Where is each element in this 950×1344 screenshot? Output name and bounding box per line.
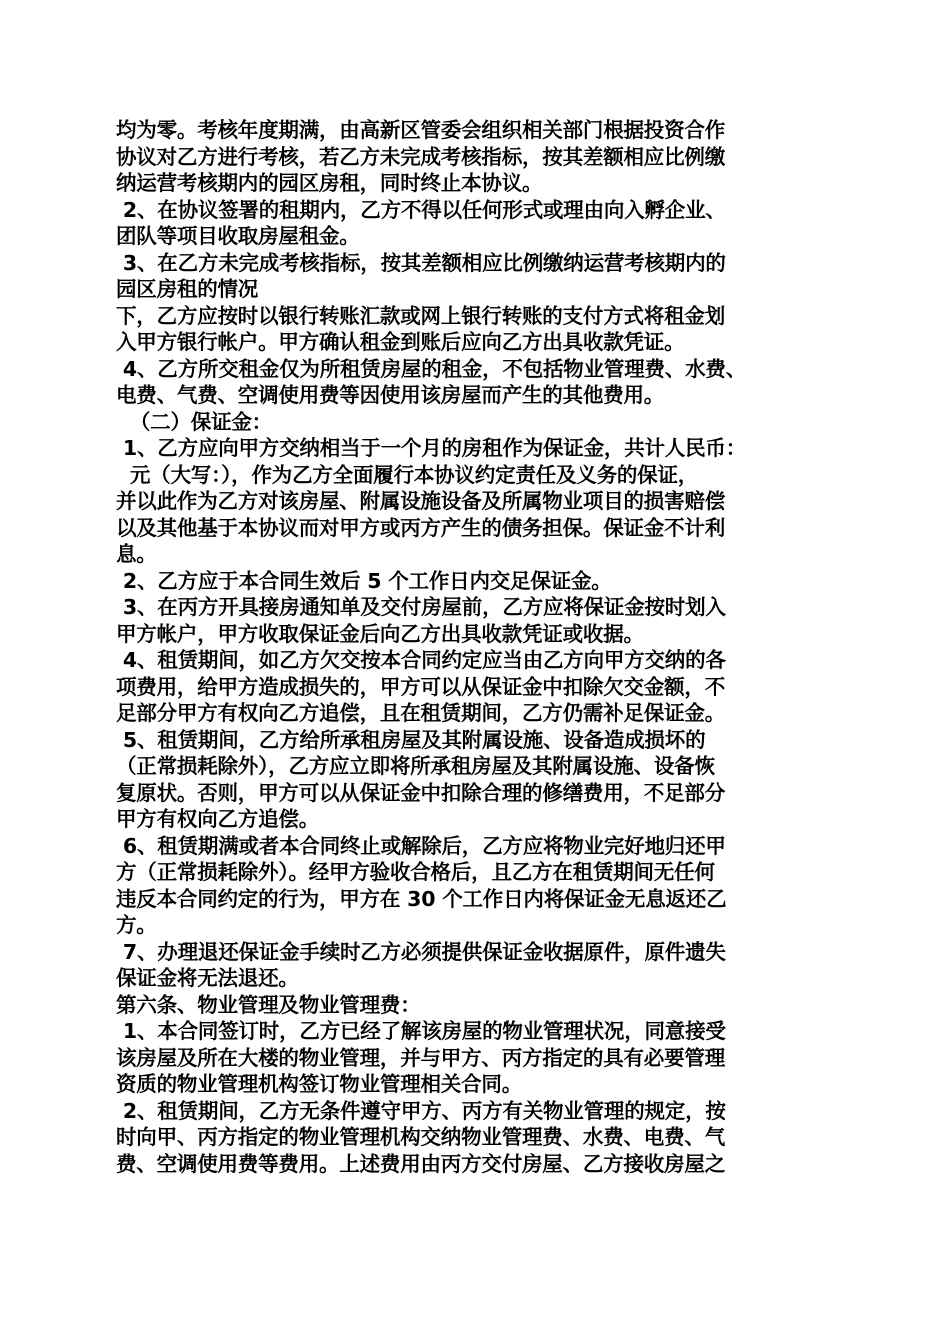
text-line: 甲方有权向乙方追偿。 xyxy=(116,807,319,831)
text-line: 园区房租的情况 xyxy=(116,277,259,301)
text-line: 时向甲、丙方指定的物业管理机构交纳物业管理费、水费、电费、气 xyxy=(116,1125,725,1149)
text-line: 3、在乙方未完成考核指标，按其差额相应比例缴纳运营考核期内的 xyxy=(116,250,726,275)
text-line: 电费、气费、空调使用费等因使用该房屋而产生的其他费用。 xyxy=(116,383,665,407)
text-line: 下，乙方应按时以银行转账汇款或网上银行转账的支付方式将租金划 xyxy=(116,303,725,328)
text-line: 并以此作为乙方对该房屋、附属设施设备及所属物业项目的损害赔偿 xyxy=(116,489,725,513)
text-line: 元（大写：），作为乙方全面履行本协议约定责任及义务的保证， xyxy=(116,462,699,487)
text-line: 4、租赁期间，如乙方欠交按本合同约定应当由乙方向甲方交纳的各 xyxy=(116,648,726,672)
text-line: 资质的物业管理机构签订物业管理相关合同。 xyxy=(116,1072,522,1096)
section-heading: 第六条、物业管理及物业管理费： xyxy=(116,992,421,1017)
text-line: 项费用，给甲方造成损失的，甲方可以从保证金中扣除欠交金额，不 xyxy=(116,674,725,699)
text-line: 入甲方银行帐户。甲方确认租金到账后应向乙方出具收款凭证。 xyxy=(116,330,685,354)
text-line: 1、本合同签订时，乙方已经了解该房屋的物业管理状况，同意接受 xyxy=(116,1019,726,1043)
text-line: 1、乙方应向甲方交纳相当于一个月的房租作为保证金，共计人民币： xyxy=(116,436,746,460)
document-page xyxy=(116,117,846,1177)
text-line: 甲方帐户，甲方收取保证金后向乙方出具收款凭证或收据。 xyxy=(116,621,644,646)
text-line: 协议对乙方进行考核，若乙方未完成考核指标，按其差额相应比例缴 xyxy=(116,144,725,169)
text-line: 复原状。否则，甲方可以从保证金中扣除合理的修缮费用，不足部分 xyxy=(116,780,725,805)
text-line: 7、办理退还保证金手续时乙方必须提供保证金收据原件，原件遗失 xyxy=(116,939,726,964)
text-line: 纳运营考核期内的园区房租，同时终止本协议。 xyxy=(116,171,543,195)
text-line: 息。 xyxy=(116,542,157,566)
section-heading: （二）保证金： xyxy=(116,409,272,434)
text-line: 3、在丙方开具接房通知单及交付房屋前，乙方应将保证金按时划入 xyxy=(116,595,726,619)
text-line: 6、租赁期满或者本合同终止或解除后，乙方应将物业完好地归还甲 xyxy=(116,833,726,858)
text-line: 违反本合同约定的行为，甲方在 30 个工作日内将保证金无息返还乙 xyxy=(116,886,727,911)
text-line: 以及其他基于本协议而对甲方或丙方产生的债务担保。保证金不计利 xyxy=(116,515,725,540)
text-line: 保证金将无法退还。 xyxy=(116,966,299,990)
text-line: 均为零。考核年度期满，由高新区管委会组织相关部门根据投资合作 xyxy=(116,118,725,142)
text-line: 团队等项目收取房屋租金。 xyxy=(116,224,360,248)
text-line: 方。 xyxy=(116,913,157,937)
text-line: 2、在协议签署的租期内，乙方不得以任何形式或理由向入孵企业、 xyxy=(116,197,726,222)
text-line: 2、租赁期间，乙方无条件遵守甲方、丙方有关物业管理的规定，按 xyxy=(116,1098,726,1123)
text-line: 2、乙方应于本合同生效后 5 个工作日内交足保证金。 xyxy=(116,568,612,593)
text-line: 4、乙方所交租金仅为所租赁房屋的租金，不包括物业管理费、水费、 xyxy=(116,356,746,381)
text-line: 5、租赁期间，乙方给所承租房屋及其附属设施、设备造成损坏的 xyxy=(116,727,706,752)
text-line: 该房屋及所在大楼的物业管理，并与甲方、丙方指定的具有必要管理 xyxy=(116,1045,725,1070)
text-line: （正常损耗除外），乙方应立即将所承租房屋及其附属设施、设备恢 xyxy=(116,754,715,778)
text-line: 方（正常损耗除外）。经甲方验收合格后，且乙方在租赁期间无任何 xyxy=(116,860,715,884)
text-line: 足部分甲方有权向乙方追偿，且在租赁期间，乙方仍需补足保证金。 xyxy=(116,701,725,725)
text-line: 费、空调使用费等费用。上述费用由丙方交付房屋、乙方接收房屋之 xyxy=(116,1151,725,1176)
